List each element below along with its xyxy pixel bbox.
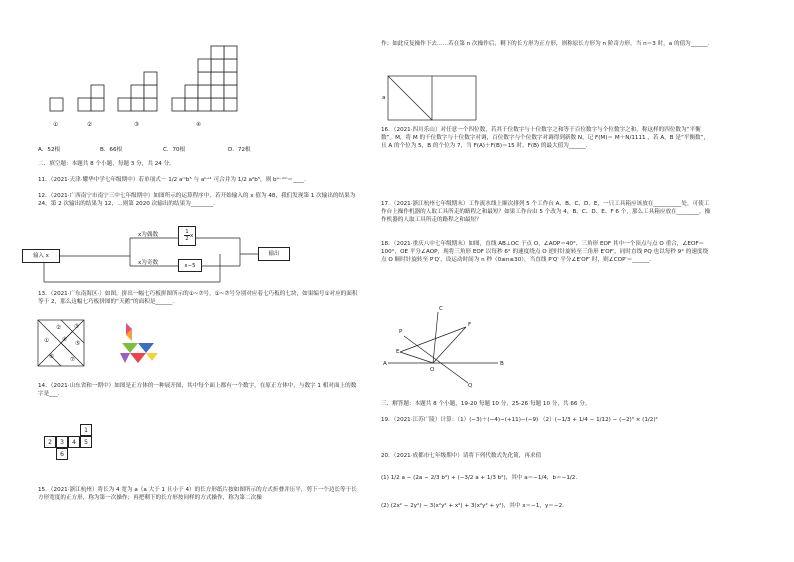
- q11-frac2: 1/2: [237, 177, 247, 183]
- q19-text: 19．（2021·江苏广陵）计算：（1）(−3)＋(−4)−(+11)−(−9) （2）(−: [381, 417, 562, 423]
- point-A: A: [383, 361, 387, 367]
- fig-label-2: ②: [87, 122, 93, 128]
- question-15: 15．（2021·浙江杭州）将长为 4 宽为 a（a 大于 1 且小于 4）的长方形纸片按如图所示的方式折叠并压平，剪下一个边长等于长方形宽度的正方形，称为第一次操作；再把剩下的长方形按同样的方式操作，称为第二次操: [38, 487, 357, 501]
- point-B: B: [500, 361, 504, 367]
- question-20: 20．（2021·成都市七年级期中）请将下列代数式先化简，再求值: [381, 453, 542, 459]
- q11-mid: aᵐb⁵ 与 aᵇ⁺¹ 可合并为: [178, 177, 237, 183]
- option-d: D．72根: [228, 147, 251, 153]
- question-16: 16．（2021·四川乐山）对任意一个四位数，若其千位数字与十位数字之和等于百位数字与个位数字之和，称这样的四位数为“平衡数”。M，将 M 的千位数字与十位数字对调，百位数字与个位数字对调得到新数 N，记 F(M)＝ M＋N/1111 ，若 A，B 是“平衡数”，且 A 的个位为 5，B 的个位为 7，当 F(A)＋F(B)＝15 时，F(B) 的最大值为______.: [381, 127, 710, 149]
- q16-tail: ，若 A，B 是“平衡数”，且 A 的个位为 5，B 的个位为 7，当 F(A)＋F(B)＝15 时，F(B) 的最大值为______.: [381, 135, 710, 149]
- question-18: 18．（2021·重庆八中七年级期末）如图，直线 AB⊥OC 于点 O，∠AOP＝40°，三角形 EOF 其中一个顶点与点 O 重合，∠EOF＝100°，OE 平分∠AOP，现将三角形 EOF 以每秒 6° 的速度绕点 O 逆时针旋转至三角形 E′OF′，同时直线 PQ 也以每秒 9° 的速度绕点 O 顺时针旋转至 P′Q′，设运动时间为 n 秒（0≤n≤30），当直线 P′Q′ 平分∠E′OF′ 时，则∠COP′＝______.: [381, 241, 709, 263]
- net-cell-4: [68, 436, 80, 448]
- fig-label-4: ④: [196, 122, 202, 128]
- q16-frac-num: M＋N: [614, 135, 630, 141]
- flow-minus5-box: [178, 259, 202, 272]
- q15-a-label: a: [382, 95, 386, 101]
- question-14: 14．（2021·山东省和一期中）如图是正方体的一种展开图，其中每个面上都有一个数字，在原正方体中，与数字 1 相对面上的数字是___.: [38, 383, 357, 397]
- swan-tangram: [118, 323, 168, 373]
- net-num-1: 1: [84, 427, 88, 434]
- q19-expr: 1/3 + 1/4 − 1/12) − (−2)³ × (1/2)²: [561, 417, 658, 423]
- point-C: C: [439, 306, 443, 312]
- flow-minus5-label: x−5: [184, 263, 196, 269]
- option-a: A．52根: [38, 147, 61, 153]
- right-page: [381, 0, 794, 562]
- question-17: 17．（2021·浙江杭州七年级期末）工作流水线上顺次排列 5 个工作台 A、B、C、D、E，一只工具箱应该放在__________处，可使工作台上操作机器的人取工具所走的路程之和最短？如果工作台由 5 个改为 4，B、C、D、E、F 6 个，那么工具箱应放在________，操作机器的人取工具所走的路程之和最短？: [381, 201, 711, 223]
- fig-label-1: ①: [53, 122, 59, 128]
- flow-odd-label: x为奇数: [138, 260, 159, 266]
- q11-text: 11．（2021·天津·耀华中学七年级期中）若单项式－: [38, 177, 167, 183]
- q20-1-label: (1): [381, 475, 391, 481]
- net-num-5: 5: [84, 439, 88, 446]
- flow-output-box: [258, 247, 290, 261]
- q20-part-1: [381, 474, 577, 482]
- flow-half-x: x: [190, 233, 194, 239]
- flow-output-label: 输出: [268, 251, 280, 257]
- net-num-4: 4: [72, 439, 76, 446]
- option-b: B．66根: [100, 147, 123, 153]
- section-2-heading: 二、填空题：本题共 8 个小题，每题 3 分，共 24 分。: [38, 161, 175, 167]
- point-E: E: [396, 349, 400, 355]
- tangram-num-6: ⑥: [49, 354, 55, 360]
- half-denominator: 2: [185, 236, 189, 242]
- question-15-continued: 作；如此反复操作下去……若在第 n 次操作后，剩下的长方形为正方形，则称原长方形为 n 阶奇方形，当 n＝3 时，a 的值为______.: [381, 41, 710, 47]
- section-3-heading: 三、解答题：本题共 8 个小题，19-20 每题 10 分，25-26 每题 10 分，共 66 分。: [381, 401, 591, 407]
- tangram-num-5: ⑤: [75, 341, 81, 347]
- net-num-2: 2: [48, 439, 52, 446]
- half-numerator: 1: [185, 229, 189, 235]
- q16-text: 16．（2021·四川乐山）对任意一个四位数，若其千位数字与十位数字之和等于百位数字与个位数字之和，称这样的四位数为“平衡数”。M，将 M 的千位数字与十位数字对调，百位数字与个位数字对调得到新数 N，记 F(M)＝: [381, 127, 701, 141]
- net-cell-6: [56, 448, 68, 460]
- q20-part-2: (2) (2x² − 2y²) − 3(x²y² + x²) + 3(x²y² + y²)，其中 x＝−1，y＝−2.: [381, 503, 564, 509]
- angle-figure: [380, 300, 510, 390]
- folding-rectangle: [388, 76, 488, 126]
- tangram-num-3: ③: [74, 324, 80, 330]
- flow-input-label: 输入 x: [33, 253, 49, 259]
- question-12: 12．（2021·广西南宁市南宁三中七年级期中）如图所示的运算程序中，若开始输入的 x 值为 48，我们发现第 1 次输出的结果为 24，第 2 次输出的结果为 12，…则第 2020 次输出的结果为________.: [38, 193, 356, 207]
- q20-1-expr: 1/2 a − (2a − 2/3 b²) + (−3/2 a + 1/3 b²)，其中 a＝−1/4，b＝−1/2.: [390, 475, 578, 481]
- fig-label-3: ③: [134, 122, 140, 128]
- tangram-num-2: ②: [56, 325, 62, 331]
- net-num-3: 3: [60, 439, 64, 446]
- q16-frac-den: 1111: [631, 135, 646, 141]
- net-cell-1: [80, 424, 92, 436]
- option-c: C．70根: [163, 147, 186, 153]
- tangram-square: [38, 320, 98, 380]
- tangram-num-7: ⑦: [70, 357, 76, 363]
- flow-input-box: [22, 249, 60, 263]
- q11-frac: 1/2: [168, 177, 178, 183]
- point-F: F: [468, 322, 472, 328]
- point-O: O: [430, 367, 435, 373]
- net-cell-3: [56, 436, 68, 448]
- point-Q: Q: [468, 383, 473, 389]
- flow-even-label: x为偶数: [138, 232, 159, 238]
- tangram-num-4: ④: [62, 337, 68, 343]
- net-cell-5: [80, 436, 92, 448]
- tangram-num-1: ①: [44, 338, 50, 344]
- question-19: [381, 416, 721, 424]
- net-num-6: 6: [60, 451, 64, 458]
- net-cell-2: [44, 436, 56, 448]
- q11-tail: a²b⁵，则 bᵃ⁻ᵐⁿ＝____.: [248, 177, 306, 183]
- question-13: 13．（2021·广东南海区·）如图，拼出一幅七巧板拼图所示的①~⑦号，①~⑦号分别对应着七巧板的七块，如果编号①对应的面积等于 2，那么这幅七巧板拼图的“天鹅”的面积是______.: [38, 291, 358, 305]
- point-P: P: [399, 329, 403, 335]
